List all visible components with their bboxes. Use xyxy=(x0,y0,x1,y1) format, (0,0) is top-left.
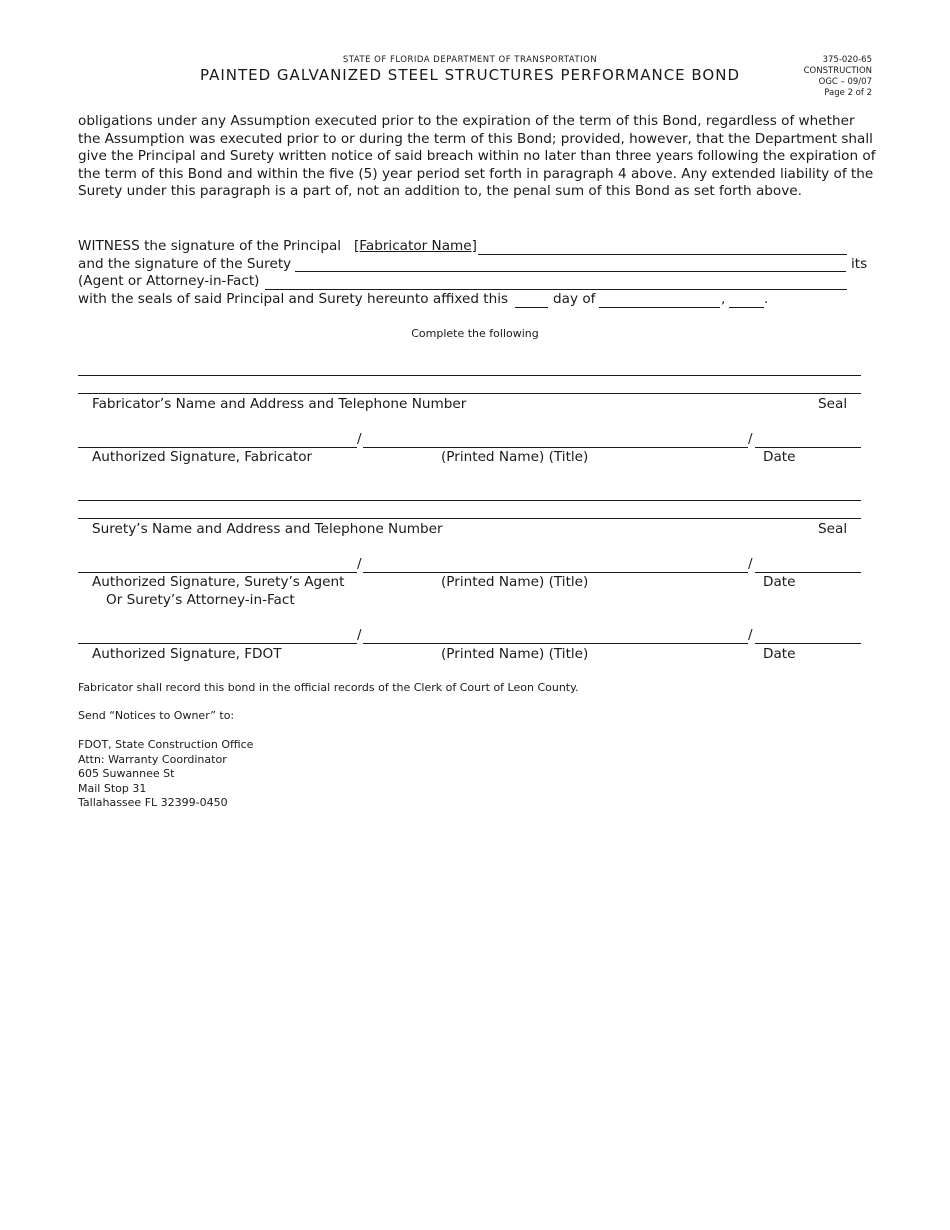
day-field-line[interactable] xyxy=(515,307,548,308)
surety-printed-name-line[interactable] xyxy=(363,572,748,573)
complete-following-note: Complete the following xyxy=(411,327,539,340)
surety-name-label: Surety’s Name and Address and Telephone Number xyxy=(92,521,443,537)
slash-divider: / xyxy=(357,627,362,643)
period-mark: . xyxy=(764,291,769,307)
slash-divider: / xyxy=(748,556,753,572)
comma-separator: , xyxy=(721,291,726,307)
record-note: Fabricator shall record this bond in the official records of the Clerk of Court of Leon County. xyxy=(78,681,579,694)
witness-surety-label: and the signature of the Surety xyxy=(78,256,292,272)
fabricator-signature-label: Authorized Signature, Fabricator xyxy=(92,449,313,465)
fabricator-printed-name-label: (Printed Name) (Title) xyxy=(441,449,589,465)
agent-attorney-line[interactable] xyxy=(265,289,847,290)
fabricator-date-label: Date xyxy=(763,449,796,465)
paragraph-line: give the Principal and Surety written notice of said breach within no later than three years following the expiration of xyxy=(78,148,876,164)
paragraph-line: the term of this Bond and within the five (5) year period set forth in paragraph 4 above. Any extended liability of the xyxy=(78,165,874,182)
department-name: STATE OF FLORIDA DEPARTMENT OF TRANSPORTATION xyxy=(342,55,598,65)
day-of-label: day of xyxy=(553,291,596,307)
page-number: Page 2 of 2 xyxy=(824,88,872,98)
fdot-date-label: Date xyxy=(763,646,796,662)
surety-signature-line[interactable] xyxy=(78,572,357,573)
fabricator-info-line-2[interactable] xyxy=(78,393,861,394)
fabricator-signature-line[interactable] xyxy=(78,447,357,448)
fdot-printed-name-line[interactable] xyxy=(363,643,748,644)
fdot-date-line[interactable] xyxy=(755,643,861,644)
surety-date-label: Date xyxy=(763,574,796,590)
surety-attorney-label: Or Surety’s Attorney-in-Fact xyxy=(106,592,295,608)
principal-signature-line[interactable] xyxy=(478,254,847,255)
mailing-address xyxy=(78,738,253,811)
fdot-signature-label: Authorized Signature, FDOT xyxy=(92,646,282,662)
surety-signature-label: Authorized Signature, Surety’s Agent xyxy=(92,574,345,590)
body-paragraph xyxy=(78,113,878,201)
address-line: Attn: Warranty Coordinator xyxy=(78,752,227,766)
surety-info-line-1[interactable] xyxy=(78,500,861,501)
fabricator-seal-label: Seal xyxy=(818,396,848,412)
year-field-line[interactable] xyxy=(729,307,764,308)
fabricator-printed-name-line[interactable] xyxy=(363,447,748,448)
form-identifier xyxy=(804,55,872,99)
slash-divider: / xyxy=(357,431,362,447)
slash-divider: / xyxy=(748,627,753,643)
fdot-printed-name-label: (Printed Name) (Title) xyxy=(441,646,589,662)
month-field-line[interactable] xyxy=(599,307,720,308)
form-category: CONSTRUCTION xyxy=(803,66,872,76)
agent-attorney-label: (Agent or Attorney-in-Fact) xyxy=(78,273,260,289)
fabricator-name-placeholder: [Fabricator Name] xyxy=(354,238,477,254)
surety-info-line-2[interactable] xyxy=(78,518,861,519)
address-line: Tallahassee FL 32399-0450 xyxy=(78,796,228,809)
surety-printed-name-label: (Printed Name) (Title) xyxy=(441,574,589,590)
seals-affixed-label: with the seals of said Principal and Surety hereunto affixed this xyxy=(78,291,509,307)
fabricator-info-line-1[interactable] xyxy=(78,375,861,376)
fdot-signature-line[interactable] xyxy=(78,643,357,644)
paragraph-line: the Assumption was executed prior to or during the term of this Bond; provided, however, that the Department shall xyxy=(78,130,873,147)
surety-signature-line[interactable] xyxy=(295,271,846,272)
address-line: FDOT, State Construction Office xyxy=(78,738,254,751)
form-title: PAINTED GALVANIZED STEEL STRUCTURES PERFORMANCE BOND xyxy=(199,66,741,84)
address-line: Mail Stop 31 xyxy=(78,781,147,795)
surety-seal-label: Seal xyxy=(818,521,848,537)
send-notices-label: Send “Notices to Owner” to: xyxy=(78,709,235,722)
form-revision: OGC – 09/07 xyxy=(818,77,872,87)
slash-divider: / xyxy=(748,431,753,447)
address-line: 605 Suwannee St xyxy=(78,767,175,780)
fabricator-date-line[interactable] xyxy=(755,447,861,448)
slash-divider: / xyxy=(357,556,362,572)
fabricator-name-label: Fabricator’s Name and Address and Telephone Number xyxy=(92,396,467,412)
paragraph-line: Surety under this paragraph is a part of, not an addition to, the penal sum of this Bond as set forth above. xyxy=(78,183,802,199)
witness-principal-label: WITNESS the signature of the Principal xyxy=(78,238,342,254)
surety-date-line[interactable] xyxy=(755,572,861,573)
witness-its-label: its xyxy=(851,256,868,272)
paragraph-line: obligations under any Assumption executed prior to the expiration of the term of this Bond, regardless of whether xyxy=(78,113,855,129)
form-number: 375-020-65 xyxy=(822,55,872,65)
